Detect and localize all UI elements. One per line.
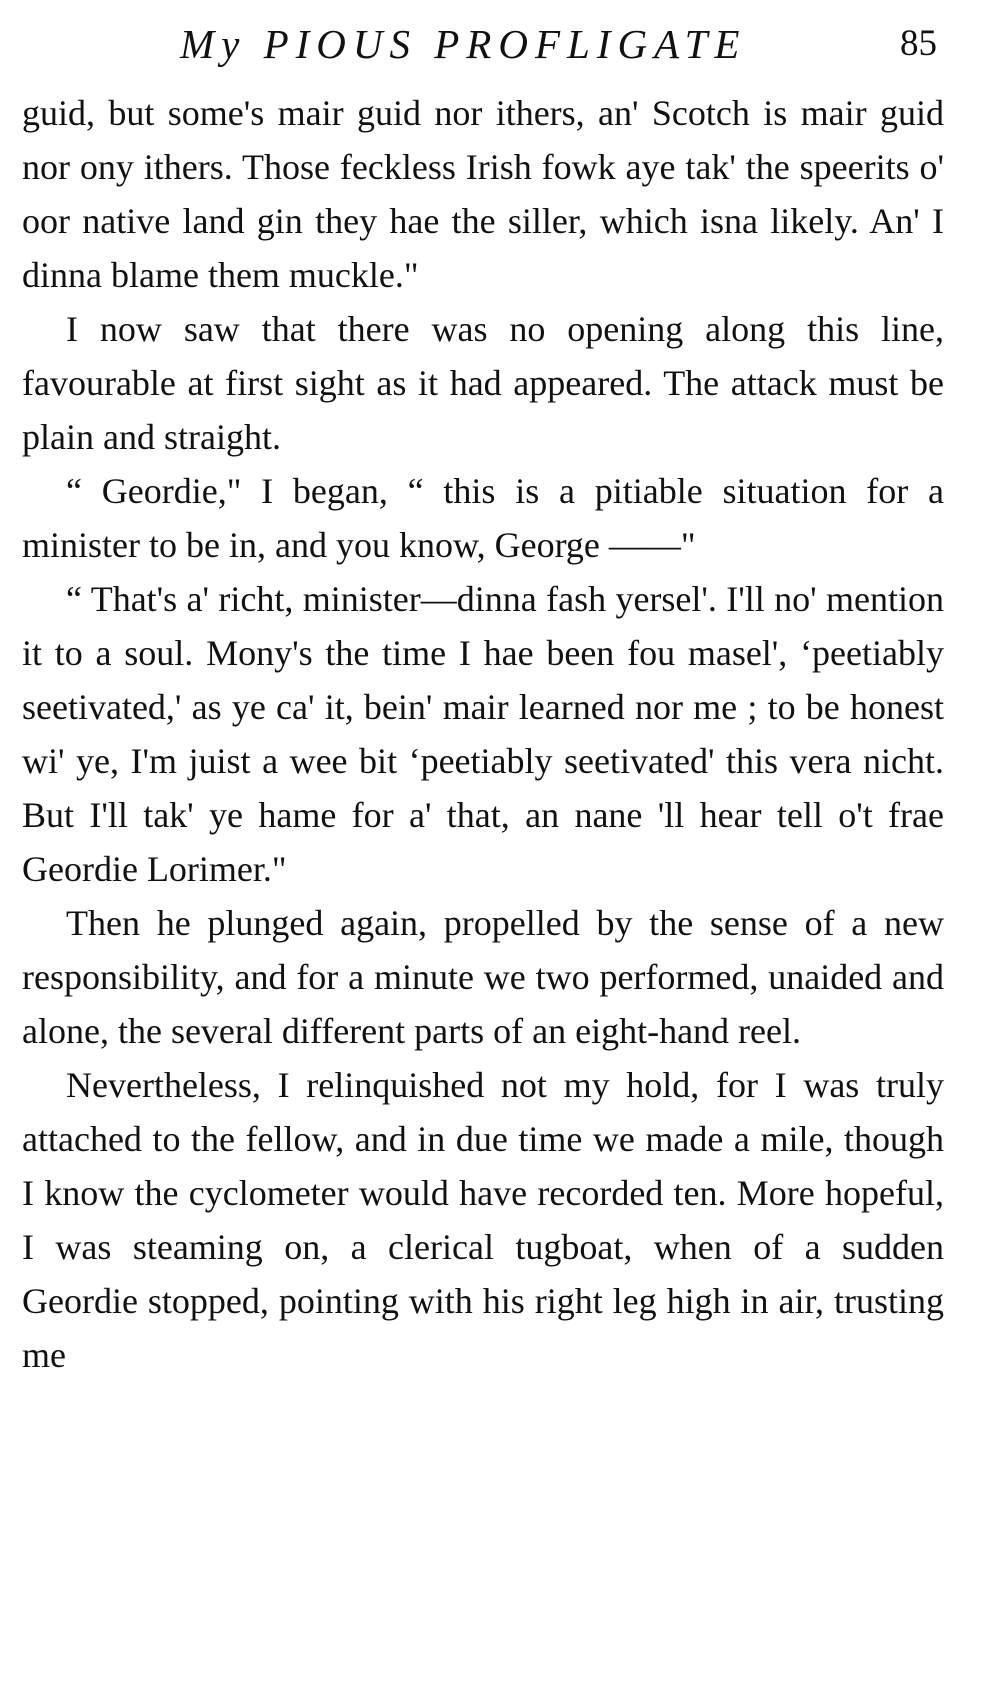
paragraph: “ Geordie," I began, “ this is a pitiable situation for a minister to be in, and you know, George ——" <box>22 471 944 565</box>
paragraph: Nevertheless, I relinquished not my hold, for I was truly attached to the fellow, and in due time we made a mile, though I know the cyclometer would have recorded ten. More hopeful, I was steaming on, a clerical tugboat, when of a sudden Geordie stopped, pointing with his right leg high in air, trusting me <box>22 1065 944 1375</box>
running-head <box>0 14 1000 74</box>
body-text <box>22 86 944 1382</box>
paragraph: “ That's a' richt, minister—dinna fash yersel'. I'll no' mention it to a soul. Mony's the time I hae been fou masel', ‘peetiably seetivated,' as ye ca' it, bein' mair learned nor me ; to be honest wi' ye, I'm juist a wee bit ‘peetiably seetivated' this vera nicht. But I'll tak' ye hame for a' that, an nane 'll hear tell o't frae Geordie Lorimer." <box>22 579 944 889</box>
paragraph: Then he plunged again, propelled by the sense of a new responsibility, and for a minute we two performed, unaided and alone, the several different parts of an eight-hand reel. <box>22 903 944 1051</box>
paragraph: guid, but some's mair guid nor ithers, an' Scotch is mair guid nor ony ithers. Those feckless Irish fowk aye tak' the speerits o' oor native land gin they hae the siller, which isna likely. An' I dinna blame them muckle." <box>22 93 944 295</box>
running-title: My PIOUS PROFLIGATE <box>180 21 747 67</box>
page-number: 85 <box>900 23 937 64</box>
paragraph: I now saw that there was no opening along this line, favourable at first sight as it had appeared. The attack must be plain and straight. <box>22 309 944 457</box>
